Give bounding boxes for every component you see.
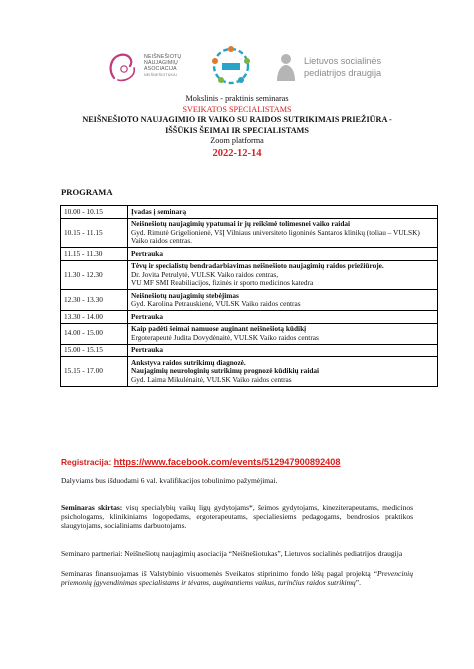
logo1-line1: NEIŠNEŠIOTŲ [144, 54, 182, 60]
audience-paragraph [61, 503, 413, 530]
neisnesiotuku-logo [104, 48, 194, 88]
agenda-time: 10.00 - 10.15 [61, 206, 128, 219]
agenda-title: Ankstyva raidos sutrikimų diagnozė. [131, 357, 246, 367]
agenda-item [128, 323, 438, 344]
seminar-header [0, 94, 474, 161]
agenda-title: Pertrauka [131, 345, 164, 354]
agenda-title: Įvadas į seminarą [131, 206, 187, 216]
agenda-time: 11.15 - 11.30 [61, 248, 128, 261]
agenda-time: 15.00 - 15.15 [61, 344, 128, 357]
agenda-row [61, 206, 438, 219]
agenda-title-line2: Naujagimių neurologinių sutrikimų prognozė kūdikių raidai [131, 366, 320, 375]
agenda-row [61, 323, 438, 344]
agenda-item [128, 206, 438, 219]
agenda-speaker-affiliation: VU MF SMI Reabiliacijos, fizinės ir sporto medicinos katedra [131, 278, 314, 287]
partners-paragraph: Seminaro partneriai: Neišnešiotų naujagimių asociacija “Neišnešiotukas”, Lietuvos socialinės pediatrijos draugija [61, 549, 403, 558]
agenda-title: Pertrauka [131, 248, 164, 258]
certificate-note: Dalyviams bus išduodami 6 val. kvalifikacijos tobulinimo pažymėjimai. [61, 476, 278, 485]
child-silhouette-icon [272, 52, 300, 82]
agenda-row [61, 357, 438, 387]
agenda-time: 12.30 - 13.30 [61, 290, 128, 311]
funding-text: Seminaras finansuojamas iš Valstybinio visuomenės Sveikatos stiprinimo fondo lėšų pagal projektą “ [61, 569, 378, 578]
funding-end: ”. [355, 578, 361, 588]
sveikatos-stiprinimo-fondas-icon [208, 44, 254, 88]
mother-baby-icon [104, 48, 144, 88]
socialines-pediatrijos-logo [272, 48, 442, 88]
agenda-title: Neišnešiotų naujagimių stebėjimas [131, 290, 239, 300]
agenda-title: Tėvų ir specialistų bendradarbiavimas neišnešioto naujagimių raidos priežiūroje. [131, 261, 384, 270]
logo1-line2: NAUJAGIMIŲ [144, 60, 178, 66]
registration [61, 457, 341, 467]
agenda-time: 14.00 - 15.00 [61, 323, 128, 344]
agenda-title: Kaip padėti šeimai namuose auginant neišnešiotą kūdikį [131, 324, 307, 333]
seminar-title-line2: IŠŠŪKIS ŠEIMAI IR SPECIALISTAMS [165, 125, 309, 135]
agenda-row [61, 248, 438, 261]
agenda-time: 15.15 - 17.00 [61, 357, 128, 387]
agenda-time: 10.15 - 11.15 [61, 218, 128, 248]
audience-text: visų specialybių vaikų ligų gydytojams*, šeimos gydytojams, kineziterapeutams, medicinos psichologams, klinikiniams logopedams, ergoterapeutams, specialiesiems pedagogams, bendrosios praktikos slaugytojams, socialiniams darbuotojams. [61, 503, 413, 531]
agenda-speaker: Ergoterapeutė Judita Dovydėnaitė, VULSK Vaiko raidos centras [131, 332, 319, 342]
audience-heading: SVEIKATOS SPECIALISTAMS [182, 104, 292, 114]
logo1-text [144, 54, 181, 78]
agenda-item [128, 357, 438, 387]
program-heading: PROGRAMA [61, 187, 113, 197]
agenda-row [61, 290, 438, 311]
agenda-item [128, 248, 438, 261]
logo-bar [0, 44, 474, 92]
sveikatos-fondas-logo [208, 44, 254, 88]
seminar-type: Mokslinis - praktinis seminaras [185, 94, 289, 103]
registration-link[interactable]: https://www.facebook.com/events/512947900892408 [113, 457, 341, 467]
agenda-speaker: Dr. Jovita Petrulytė, VULSK Vaiko raidos centras, [131, 269, 279, 279]
agenda-time: 11.30 - 12.30 [61, 260, 128, 290]
agenda-row [61, 311, 438, 324]
seminar-title-line1: NEIŠNEŠIOTO NAUJAGIMIO IR VAIKO SU RAIDOS SUTRIKIMAIS PRIEŽIŪRA - [82, 115, 392, 125]
agenda-item [128, 290, 438, 311]
agenda-item [128, 218, 438, 248]
agenda-speaker: Gyd. Karolina Petrauskienė, VULSK Vaiko raidos centras [131, 299, 301, 308]
funding-paragraph [61, 569, 413, 587]
agenda-row [61, 260, 438, 290]
agenda-item [128, 260, 438, 290]
agenda-item [128, 344, 438, 357]
logo3-line1: Lietuvos socialinės [304, 56, 382, 66]
agenda-table [60, 205, 438, 387]
agenda-row [61, 218, 438, 248]
platform: Zoom platforma [210, 136, 264, 146]
agenda-item [128, 311, 438, 324]
agenda-row [61, 344, 438, 357]
seminar-date: 2022-12-14 [212, 147, 262, 159]
agenda-speaker: Gyd. Rimutė Grigelionienė, VšĮ Vilniaus universiteto ligoninės Santaros klinikų (toliau – VULSK) Vaiko raidos centras. [131, 227, 420, 245]
agenda-title: Pertrauka [131, 311, 164, 321]
agenda-speaker: Gyd. Laima Mikulėnaitė, VULSK Vaiko raidos centras [131, 374, 292, 384]
audience-label: Seminaras skirtas: [61, 503, 123, 512]
agenda-title: Neišnešiotų naujagimių ypatumai ir jų reikšmė tolimesnei vaiko raidai [131, 219, 351, 228]
project-name: Prevencinių priemonių įgyvendinimas specialistams ir tėvams, auginantiems vaikus, turinčius raidos sutrikimų [61, 569, 413, 588]
logo3-text [304, 55, 381, 79]
logo1-line3: ASOCIACIJA [144, 66, 177, 72]
logo1-line4: NEIŠNEŠIOTUKAI [144, 73, 177, 77]
registration-label: Registracija: [61, 457, 112, 467]
logo3-line2: pediatrijos draugija [304, 68, 382, 78]
agenda-time: 13.30 - 14.00 [61, 311, 128, 324]
